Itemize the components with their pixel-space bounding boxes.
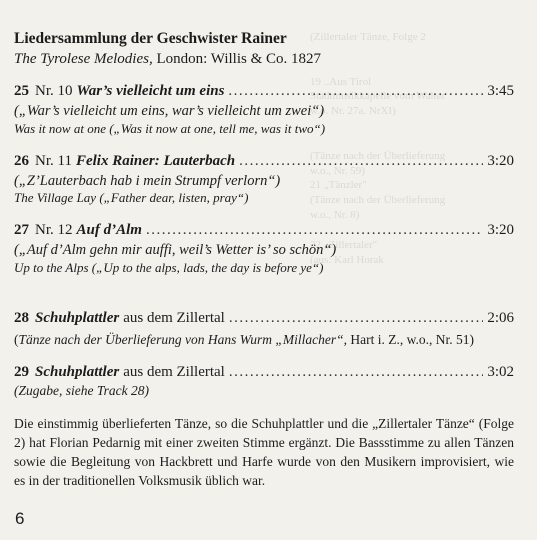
track-number: 29 <box>14 363 29 380</box>
track-number: 28 <box>14 309 29 326</box>
collection-source <box>14 50 514 69</box>
track-nr: Nr. 10 <box>35 83 73 100</box>
track-note-italic: Tänze nach der Überlieferung von Hans Wurm „Millacher“, <box>18 331 347 347</box>
track-28 <box>14 309 514 349</box>
collection-source-title: The Tyrolese Melodies, <box>14 50 153 67</box>
track-line <box>14 363 514 382</box>
track-translation: The Village Lay („Father dear, listen, pray“) <box>14 190 249 206</box>
closing-paragraph: Die einstimmig überlieferten Tänze, so die Schuhplattler und die „Zillertaler Tänze“ (Folge 2) hat Florian Pedarnig mit einer zweiten Stimme ergänzt. Die Bassstimme zu allen Tänzen sowie die Begleitung von Hackbrett und Harfe wurde von den Musikern improvisiert, wie es in der traditionellen Volksmusik üblich war. <box>14 416 514 488</box>
track-duration: 3:20 <box>487 152 514 169</box>
track-nr: Nr. 11 <box>35 152 72 169</box>
track-lyric: („Auf d’Alm gehn mir auffi, weil’s Wetter is’ so schön“) <box>14 242 337 259</box>
track-note-open: ( <box>14 331 19 347</box>
dot-leader <box>146 221 483 240</box>
track-title-rest: aus dem Zillertal <box>123 309 225 326</box>
track-title: Felix Rainer: Lauterbach <box>75 152 236 169</box>
track-number: 27 <box>14 222 29 239</box>
track-duration: 3:45 <box>487 83 514 100</box>
track-26 <box>14 152 514 207</box>
dot-leader <box>229 309 483 328</box>
bleed-through-text: (Zillertaler Tänze, Folge 2 19 ..Aus Tirol Stadtmusikkapelle vom Walter w.o. Nr. 27a. NrXI) (Tänze nach der Überlieferung w.o., Nr. 59) 21 „Tänzler" (Tänze nach der Überlieferung w.o., Nr. 8) 22 „Zillertaler" (aus: Karl Horak <box>310 31 446 266</box>
track-line <box>14 309 514 328</box>
track-nr: Nr. 12 <box>35 222 73 239</box>
track-25 <box>14 82 514 137</box>
track-lyric: („Z’Lauterbach hab i mein Strumpf verlorn“) <box>14 172 281 189</box>
track-29 <box>14 363 514 399</box>
track-title: Auf d’Alm <box>76 222 142 239</box>
track-title: Schuhplattler <box>35 363 120 380</box>
track-duration: 3:02 <box>487 363 514 380</box>
track-27 <box>14 221 514 276</box>
section-gap <box>14 277 514 295</box>
track-number: 25 <box>14 83 29 100</box>
track-duration: 3:20 <box>487 222 514 239</box>
track-title-rest: aus dem Zillertal <box>123 363 225 380</box>
track-note <box>14 331 514 349</box>
track-translation: Up to the Alps („Up to the alps, lads, the day is before ye“) <box>14 259 324 275</box>
liner-notes-page <box>14 30 514 491</box>
track-lyric: („War’s vielleicht um eins, war’s vielleicht um zwei“) <box>14 103 325 120</box>
collection-heading: Liedersammlung der Geschwister Rainer <box>14 30 287 47</box>
track-title: War’s vielleicht um eins <box>76 83 225 100</box>
track-note: (Zugabe, siehe Track 28) <box>14 382 149 398</box>
dot-leader <box>239 152 483 171</box>
track-number: 26 <box>14 152 29 169</box>
track-line <box>14 221 514 240</box>
track-title: Schuhplattler <box>35 309 120 326</box>
track-line <box>14 82 514 101</box>
dot-leader <box>229 363 483 382</box>
track-translation: Was it now at one („Was it now at one, tell me, was it two“) <box>14 120 326 136</box>
page-number: 6 <box>15 509 25 528</box>
dot-leader <box>228 82 483 101</box>
collection-source-publisher: London: Willis & Co. 1827 <box>156 50 322 67</box>
track-duration: 2:06 <box>487 309 514 326</box>
track-note-rest: Hart i. Z., w.o., Nr. 51) <box>346 331 474 347</box>
track-line <box>14 152 514 171</box>
